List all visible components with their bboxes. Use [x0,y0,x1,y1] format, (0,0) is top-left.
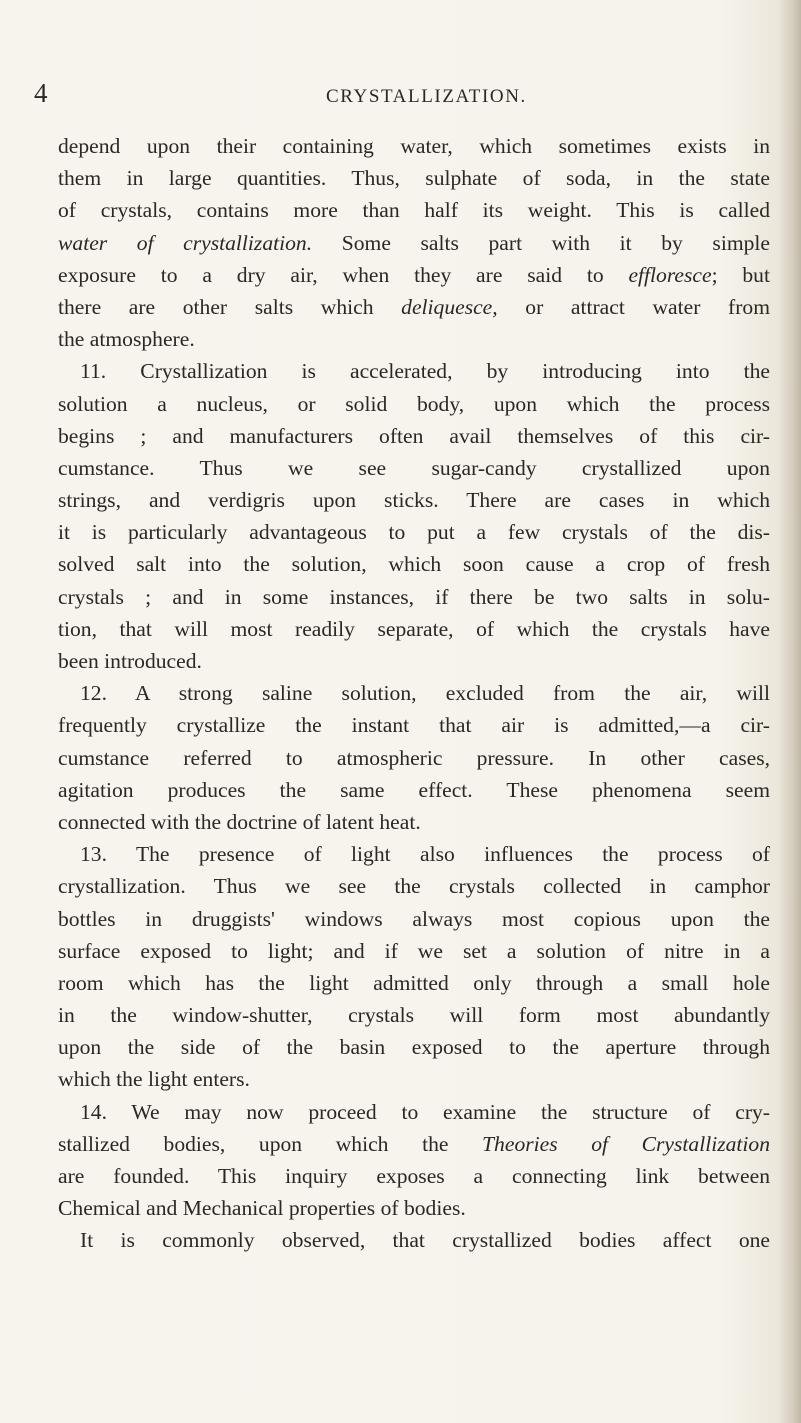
italic-phrase: effloresce [628,262,712,287]
text-line: the atmosphere. [58,327,195,352]
text-segment: Some salts part with it by simple [312,230,770,255]
text-line: agitation produces the same effect. These phenomena seem [58,777,770,802]
text-segment: ; but [711,262,770,287]
text-line: begins ; and manufacturers often avail themselves of this cir- [58,423,770,448]
text-line: room which has the light admitted only through a small hole [58,970,770,995]
text-line: been introduced. [58,649,202,673]
text-line: in the window-shutter, crystals will form most abundantly [58,1003,770,1028]
body-text [58,130,770,1257]
text-line: 14. We may now proceed to examine the structure of cry- [80,1099,770,1124]
text-line: it is particularly advantageous to put a few crystals of the dis- [58,520,770,545]
italic-phrase: deliquesce, [401,294,498,319]
text-line: depend upon their containing water, which sometimes exists in [58,134,770,158]
text-line [58,291,770,323]
text-segment: there are other salts which [58,294,402,319]
text-line: upon the side of the basin exposed to the aperture through [58,1035,770,1060]
text-line: them in large quantities. Thus, sulphate of soda, in the state [58,166,770,191]
text-segment: or attract water from [497,294,770,319]
text-line: connected with the doctrine of latent heat. [58,809,421,834]
text-line [58,227,770,259]
text-line: bottles in druggists' windows always most copious upon the [58,906,770,931]
italic-phrase: water of crystallization. [58,230,313,255]
text-line: frequently crystallize the instant that air is admitted,—a cir- [58,713,770,738]
page-number: 4 [34,78,48,108]
text-line: tion, that will most readily separate, of which the crystals have [58,616,770,641]
page-header [0,78,801,118]
text-line: crystallization. Thus we see the crystals collected in camphor [58,874,770,899]
text-line [58,1128,770,1160]
text-line: 11. Crystallization is accelerated, by introducing into the [80,359,770,384]
text-segment: exposure to a dry air, when they are said to [58,262,629,287]
text-line: which the light enters. [58,1067,250,1092]
text-line: cumstance referred to atmospheric pressure. In other cases, [58,745,770,770]
text-line: of crystals, contains more than half its weight. This is called [58,198,770,223]
text-segment: stallized bodies, upon which the [58,1131,483,1156]
text-line: are founded. This inquiry exposes a connecting link between [58,1164,770,1188]
text-line: 13. The presence of light also influences the process of [80,842,770,867]
text-line: crystals ; and in some instances, if there be two salts in solu- [58,584,770,609]
text-line: Chemical and Mechanical properties of bodies. [58,1196,466,1221]
text-line: strings, and verdigris upon sticks. There are cases in which [58,488,770,513]
text-line: solution a nucleus, or solid body, upon which the process [58,391,770,416]
text-line [58,259,770,291]
text-line: It is commonly observed, that crystallized bodies affect one [80,1228,770,1253]
italic-phrase: Theories of Crystallization [482,1131,770,1156]
text-line: solved salt into the solution, which soon cause a crop of fresh [58,552,770,577]
text-line: 12. A strong saline solution, excluded from the air, will [80,681,770,706]
text-line: surface exposed to light; and if we set a solution of nitre in a [58,938,770,963]
text-line: cumstance. Thus we see sugar-candy crystallized upon [58,455,770,480]
running-head: CRYSTALLIZATION. [326,86,527,107]
page-edge-shadow [779,0,801,1423]
